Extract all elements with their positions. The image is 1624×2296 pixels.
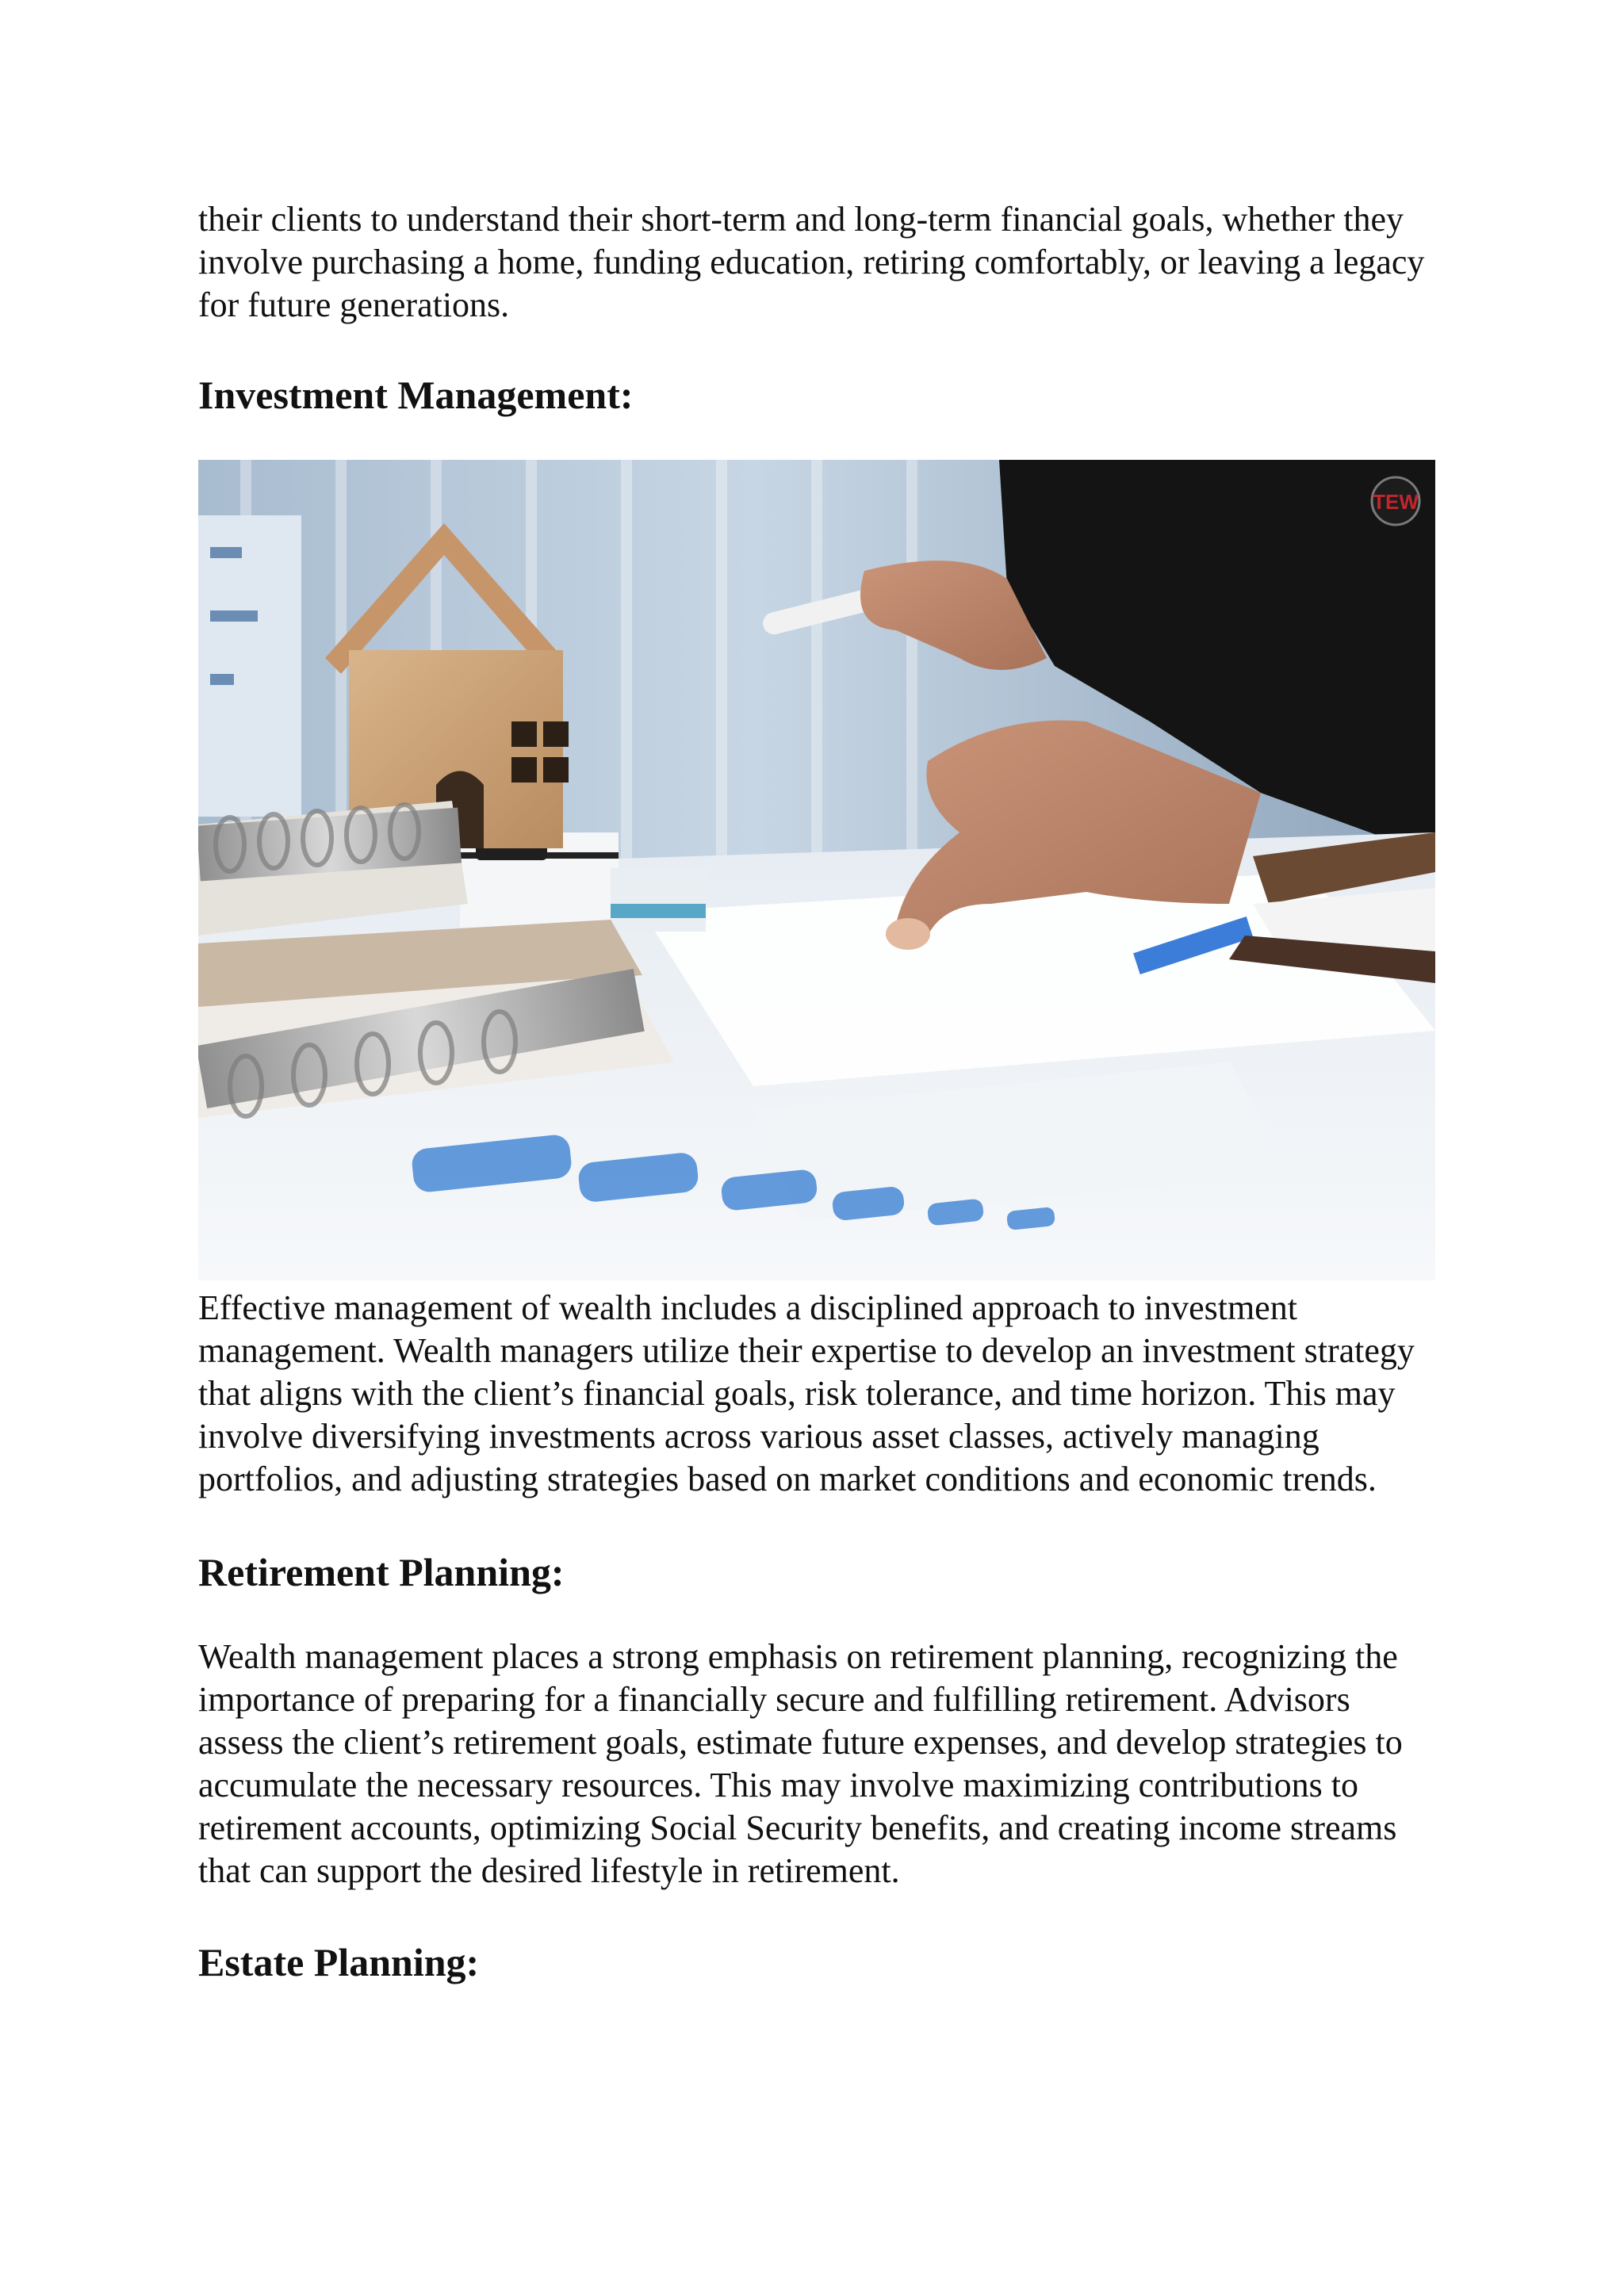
retirement-paragraph: Wealth management places a strong emphasis on retirement planning, recognizing the importance of preparing for a financially secure and fulfilling retirement. Advisors assess the client’s retirement goals, estimate future expenses, and develop strategies to accumulate the necessary resources. This may involve maximizing contributions to retirement accounts, optimizing Social Security benefits, and creating income streams that can support the desired lifestyle in retirement. [198,1637,1403,1890]
investment-paragraph: Effective management of wealth includes a disciplined approach to investment management. Wealth managers utilize their expertise to develop an investment strategy that aligns with the client’s financial goals, risk tolerance, and time horizon. This may involve diversifying investments across various asset classes, actively managing portfolios, and adjusting strategies based on market conditions and economic trends. [198,1288,1415,1498]
retirement-planning-heading: Retirement Planning: [198,1550,565,1594]
investment-management-heading: Investment Management: [198,373,634,417]
tew-watermark-text: TEW [1373,490,1419,514]
house-model-financial-documents-photo [198,460,1435,1280]
intro-paragraph: their clients to understand their short-term and long-term financial goals, whether they involve purchasing a home, funding education, retiring comfortably, or leaving a legacy for future generations. [198,200,1425,324]
tew-logo-icon [1372,477,1419,525]
document-page [198,198,1435,1986]
estate-planning-heading: Estate Planning: [198,1940,480,1984]
